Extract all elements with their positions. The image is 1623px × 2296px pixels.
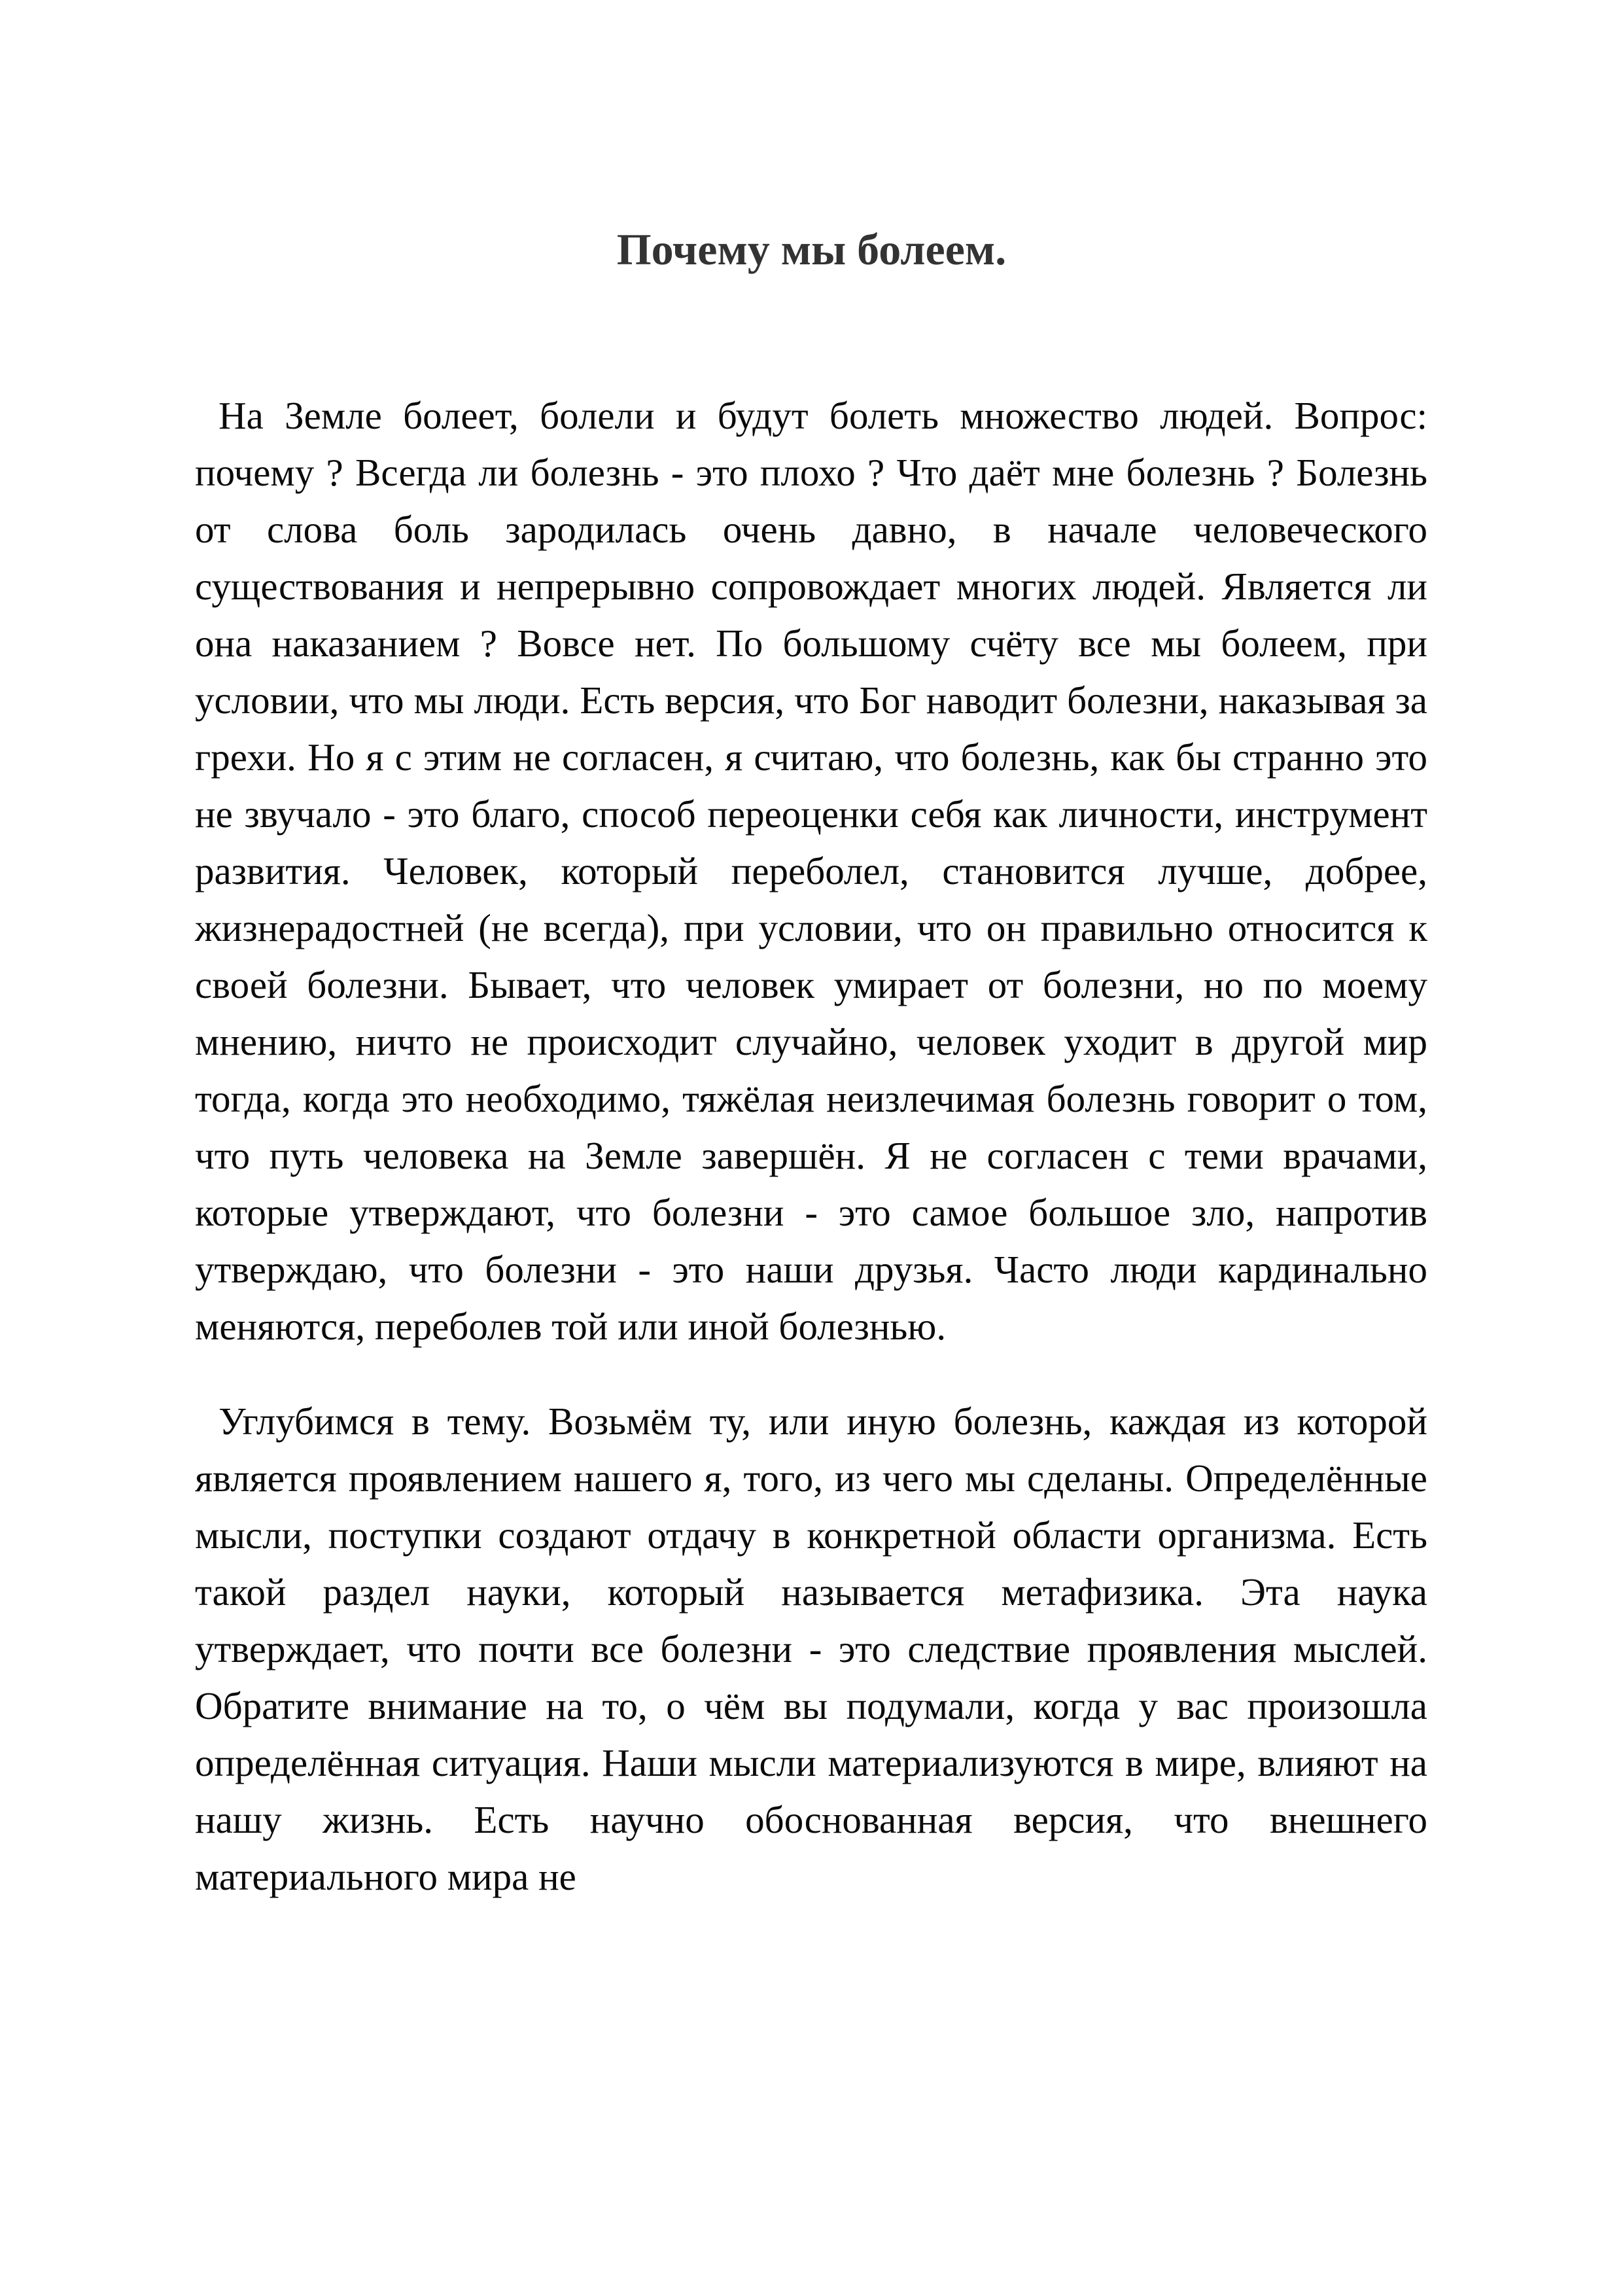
paragraph-1: На Земле болеет, болели и будут болеть множество людей. Вопрос: почему ? Всегда ли болезнь - это плохо ? Что даёт мне болезнь ? Болезнь от слова боль зародилась очень давно, в начале человеческого существования и непрерывно сопровождает многих людей. Является ли она наказанием ? Вовсе нет. По большому счёту все мы болеем, при условии, что мы люди. Есть версия, что Бог наводит болезни, наказывая за грехи. Но я с этим не согласен, я считаю, что болезнь, как бы странно это не звучало - это благо, способ переоценки себя как личности, инструмент развития. Человек, который переболел, становится лучше, добрее, жизнерадостней (не всегда), при условии, что он правильно относится к своей болезни. Бывает, что человек умирает от болезни, но по моему мнению, ничто не происходит случайно, человек уходит в другой мир тогда, когда это необходимо, тяжёлая неизлечимая болезнь говорит о том, что путь человека на Земле завершён. Я не согласен с теми врачами, которые утверждают, что болезни - это самое большое зло, напротив утверждаю, что болезни - это наши друзья. Часто люди кардинально меняются, переболев той или иной болезнью.	[195, 394, 1427, 1348]
paragraph-2: Углубимся в тему. Возьмём ту, или иную болезнь, каждая из которой является проявлением нашего я, того, из чего мы сделаны. Определённые мысли, поступки создают отдачу в конкретной области организма. Есть такой раздел науки, который называется метафизика. Эта наука утверждает, что почти все болезни - это следствие проявления мыслей. Обратите внимание на то, о чём вы подумали, когда у вас произошла определённая ситуация. Наши мысли материализуются в мире, влияют на нашу жизнь. Есть научно обоснованная версия, что внешнего материального мира не	[195, 1400, 1427, 1898]
body-text-column	[195, 387, 1427, 1905]
page-title: Почему мы болеем.	[616, 224, 1007, 274]
